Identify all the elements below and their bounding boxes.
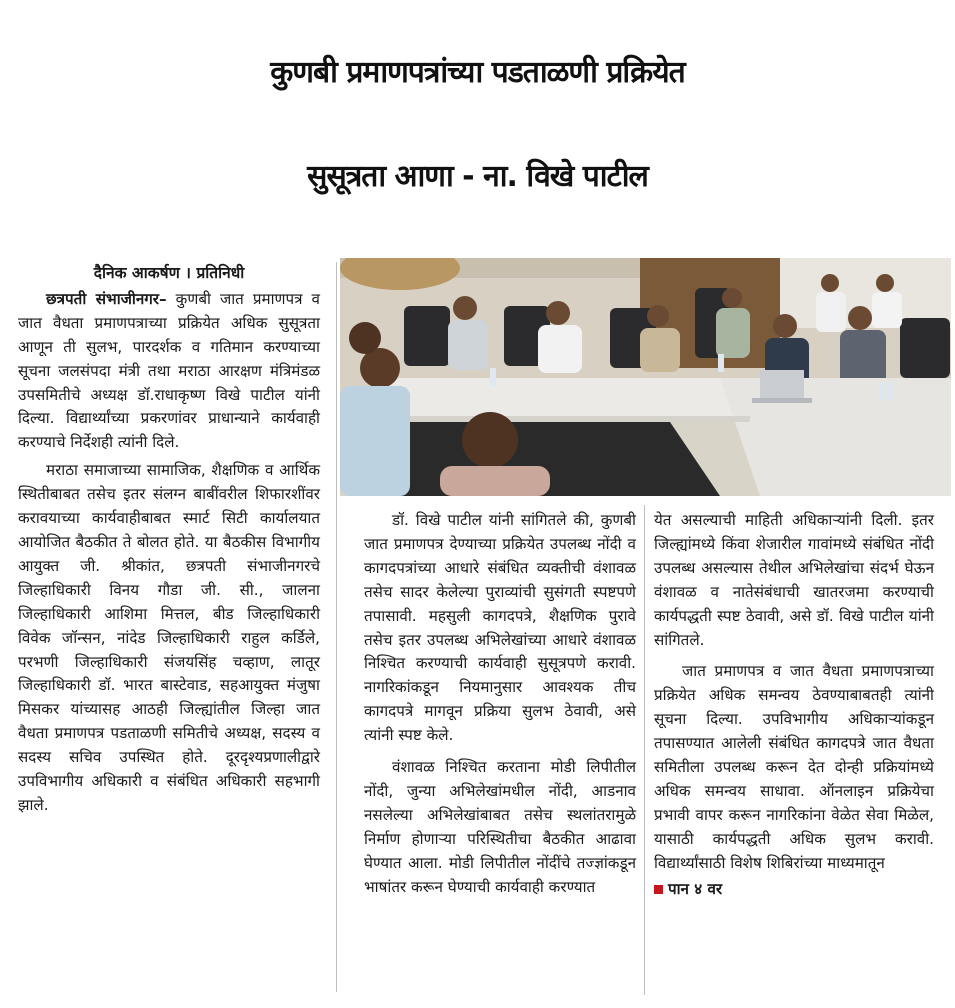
paragraph: डॉ. विखे पाटील यांनी सांगितले की, कुणबी जात प्रमाणपत्र देण्याच्या प्रक्रियेत उपलब्ध नोंदी व कागदपत्रांच्या आधारे संबंधित व्यक्तीची वंशावळ तसेच सादर केलेल्या पुराव्यांची सुसंगती स्पष्टपणे तपासावी. महसुली कागदपत्रे, शैक्षणिक पुरावे तसेच इतर उपलब्ध अभिलेखांच्या आधारे वंशावळ निश्चित करण्याची कार्यवाही सुसूत्रपणे करावी. नागरिकांकडून नियमानुसार आवश्यक तीच कागदपत्रे मागवून प्रक्रिया सुलभ ठेवावी, असे त्यांनी स्पष्ट केले. — [364, 511, 636, 745]
article-column-3 — [654, 509, 934, 902]
dateline: छत्रपती संभाजीनगर– — [46, 289, 167, 308]
article-column-1 — [18, 262, 320, 818]
headline-line-1: कुणबी प्रमाणपत्रांच्या पडताळणी प्रक्रियेत — [270, 55, 685, 90]
paragraph: वंशावळ निश्चित करताना मोडी लिपीतील नोंदी, जुन्या अभिलेखांमधील नोंदी, आडनाव नसलेल्या अभिलेखांबाबत तसेच स्थलांतरामुळे निर्माण होणाऱ्या परिस्थितीचा बैठकीत आढावा घेण्यात आला. मोडी लिपीतील नोंदींचे तज्ज्ञांकडून भाषांतर करून घेण्याची कार्यवाही करण्यात — [364, 758, 636, 896]
byline: दैनिक आकर्षण । प्रतिनिधी — [93, 264, 245, 282]
paragraph: येत असल्याची माहिती अधिकाऱ्यांनी दिली. इतर जिल्ह्यांमध्ये किंवा शेजारील गावांमध्ये संबंधित नोंदी उपलब्ध असल्यास तेथील अभिलेखांचा संदर्भ घेऊन वंशावळ व नातेसंबंधाची खातरजमा करण्याची कार्यपद्धती स्पष्ट ठेवावी, असे डॉ. विखे पाटील यांनी सांगितले. — [654, 511, 934, 649]
paragraph-text: कुणबी जात प्रमाणपत्र व जात वैधता प्रमाणपत्राच्या प्रक्रियेत अधिक सुसूत्रता आणून ती सुलभ, पारदर्शक व गतिमान करण्याच्या सूचना जलसंपदा मंत्री तथा मराठा आरक्षण मंत्रिमंडळ उपसमितीचे अध्यक्ष डॉ.राधाकृष्ण विखे पाटील यांनी दिल्या. विद्यार्थ्यांच्या प्रकरणांवर प्राधान्याने कार्यवाही करण्याचे निर्देशही त्यांनी दिले. — [18, 289, 321, 452]
continued-on-page — [654, 878, 934, 902]
article-column-2 — [364, 509, 636, 900]
meeting-photo-illustration — [340, 258, 951, 496]
paragraph: जात प्रमाणपत्र व जात वैधता प्रमाणपत्राच्या प्रक्रियेत अधिक समन्वय ठेवण्याबाबतही त्यांनी सूचना दिल्या. उपविभागीय अधिकाऱ्यांकडून तपासण्यात आलेली संबंधित कागदपत्रे जात वैधता समितीला उपलब्ध करून देत दोन्ही प्रक्रियांमध्ये अधिक समन्वय साधावा. ऑनलाइन प्रक्रियेचा प्रभावी वापर करून नागरिकांना वेळेत सेवा मिळेल, यासाठी कार्यपद्धती अधिक सुलभ करावी. विद्यार्थ्यांसाठी विशेष शिबिरांच्या माध्यमातून — [654, 662, 934, 872]
column-divider — [644, 505, 645, 995]
meeting-photo — [340, 258, 951, 496]
paragraph: मराठा समाजाच्या सामाजिक, शैक्षणिक व आर्थिक स्थितीबाबत तसेच इतर संलग्न बाबींवरील शिफारशींवर करावयाच्या कार्यवाहीबाबत स्मार्ट सिटी कार्यालयात आयोजित बैठकीत ते बोलत होते. या बैठकीस विभागीय आयुक्त जी. श्रीकांत, छत्रपती संभाजीनगरचे जिल्हाधिकारी विनय गौडा जी. सी., जालना जिल्हाधिकारी आशिमा मित्तल, बीड जिल्हाधिकारी विवेक जॉन्सन, नांदेड जिल्हाधिकारी राहुल कर्डिले, परभणी जिल्हाधिकारी संजयसिंह चव्हाण, लातूर जिल्हाधिकारी डॉ. भारत बास्टेवाड, सहआयुक्त मंजुषा मिसकर यांच्यासह आठही जिल्ह्यांतील जिल्हा जात वैधता प्रमाणपत्र पडताळणी समितीचे अध्यक्ष, सदस्य व सदस्य सचिव उपस्थित होते. दूरदृश्यप्रणालीद्वारे उपविभागीय अधिकारी व संबंधित अधिकारी सहभागी झाले. — [18, 461, 320, 814]
red-square-icon — [654, 885, 663, 894]
headline-line-2: सुसूत्रता आणा - ना. विखे पाटील — [307, 159, 648, 194]
column-divider — [336, 262, 337, 992]
continued-text: पान ४ वर — [668, 879, 723, 898]
paragraph — [18, 288, 320, 455]
